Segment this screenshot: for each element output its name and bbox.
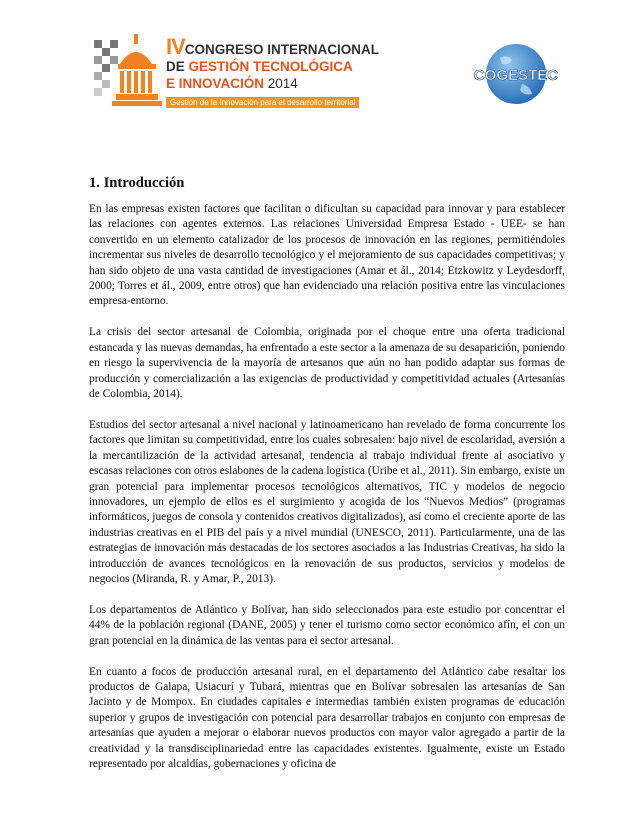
congress-title: CONGRESO INTERNACIONAL [184,42,380,57]
congress-tagline: Gestión de la Innovación para el desarrollo territorial [166,97,359,108]
congress-innovation-line [166,75,496,92]
congress-title-block [166,34,496,110]
congress-title-line [166,34,496,59]
paragraph: En las empresas existen factores que facilitan o dificultan su capacidad para innovar y para establecer las relaciones con agentes externos. Las relaciones Universidad Empresa Estado - UEE- se han convertido en un elemento catalizador de los procesos de innovación en las regiones, permitiéndoles incrementar sus niveles de desarrollo tecnológico y el mejoramiento de sus capacidades competitivas; y han sido objeto de una vasta cantidad de investigaciones (Amar et ál., 2014; Etzkowitz y Leydesdorff, 2000; Torres et ál., 2009, entre otros) que han evidenciado una relación positiva entre las vinculaciones empresa-entorno. [89,203,565,308]
congress-year: 2014 [264,76,298,91]
congress-innovacion: E INNOVACIÓN [166,76,265,91]
congress-roman-numeral: IV [166,34,185,59]
cogestec-logo-text: COGESTEC [474,67,558,84]
paper-body [89,174,565,788]
congress-dome-logo [90,30,170,110]
paragraph: La crisis del sector artesanal de Colombia, originada por el choque entre una oferta tradicional estancada y las nuevas demandas, ha enfrentado a este sector a la amenaza de su desaparición, poniendo en riesgo la supervivencia de la mayoría de artesanos que aún no han podido adaptar sus formas de producción y comercialización a las exigencias de productividad y competitividad actuales (Artesanías de Colombia, 2014). [89,326,565,400]
section-title: 1. Introducción [89,175,185,191]
paragraph: Estudios del sector artesanal a nivel nacional y latinoamericano han revelado de forma concurrente los factores que limitan su competitividad, entre los cuales sobresalen: bajo nivel de escolaridad, aversión a la mercantilización de la actividad artesanal, tendencia al trabajo individual frente al asociativo y escasas relaciones con otros eslabones de la cadena logística (Uribe et al., 2011). Sin embargo, existe un gran potencial para implementar procesos tecnológicos alternativos, TIC y modelos de negocio innovadores, un ejemplo de ellos es el surgimiento y acogida de los “Nuevos Medios” (programas informáticos, juegos de consola y contenidos creativos digitalizados), así como el creciente aporte de las industrias creativas en el PIB del país y a nivel mundial (UNESCO, 2011). Particularmente, una de las estrategias de innovación más destacadas de los sectores asociados a las Industrias Creativas, ha sido la introducción de avances tecnológicos en la renovación de sus productos, servicios y modelos de negocios (Miranda, R. y Amar, P., 2013). [89,418,565,585]
paragraph: En cuanto a focos de producción artesanal rural, en el departamento del Atlántico cabe resaltar los productos de Galapa, Usiacurí y Tubará, mientras que en Bolívar sobresalen las artesanías de San Jacinto y de Mompox. En ciudades capitales e intermedias también existen programas de educación superior y grupos de investigación con potencial para desarrollar trabajos en conjunto con empresas de artesanías que ayuden a mejorar o elaborar nuevos productos con mayor valor agregado a partir de la creatividad y la transdisciplinariedad entre las capacidades existentes. Igualmente, existe un Estado representado por alcaldías, gobernaciones y oficina de [89,665,565,770]
congress-subtitle-line [166,58,496,75]
page-header [0,0,638,140]
congress-de: DE [166,59,189,74]
paragraph: Los departamentos de Atlántico y Bolívar, han sido seleccionados para este estudio por concentrar el 44% de la población regional (DANE, 2005) y tener el turismo como sector económico afín, el con un gran potencial en la dinámica de las ventas para el sector artesanal. [89,603,565,647]
congress-gestion: GESTIÓN TECNOLÓGICA [188,59,353,74]
cogestec-globe-logo [474,42,558,106]
